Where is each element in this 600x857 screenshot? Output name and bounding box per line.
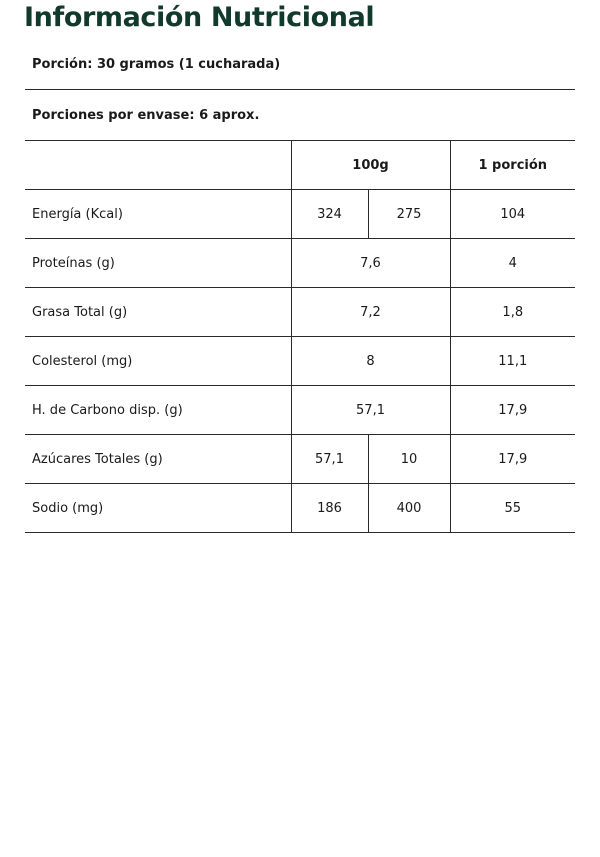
table-row bbox=[25, 288, 575, 337]
value-100g-a: 57,1 bbox=[291, 435, 368, 484]
header-100g: 100g bbox=[291, 141, 450, 190]
value-portion: 1,8 bbox=[450, 288, 575, 337]
nutrient-label: Sodio (mg) bbox=[25, 484, 291, 533]
nutrient-label: Grasa Total (g) bbox=[25, 288, 291, 337]
nutrient-label: Energía (Kcal) bbox=[25, 190, 291, 239]
value-100g: 57,1 bbox=[291, 386, 450, 435]
page-title: Información Nutricional bbox=[24, 2, 375, 33]
value-100g-b: 400 bbox=[368, 484, 450, 533]
table-row bbox=[25, 337, 575, 386]
value-100g-a: 186 bbox=[291, 484, 368, 533]
table-row bbox=[25, 190, 575, 239]
header-nutrient bbox=[25, 141, 291, 190]
header-portion: 1 porción bbox=[450, 141, 575, 190]
value-portion: 4 bbox=[450, 239, 575, 288]
value-100g: 7,6 bbox=[291, 239, 450, 288]
value-portion: 17,9 bbox=[450, 435, 575, 484]
value-100g-b: 10 bbox=[368, 435, 450, 484]
value-portion: 104 bbox=[450, 190, 575, 239]
table-row bbox=[25, 239, 575, 288]
table-row bbox=[25, 484, 575, 533]
servings-text: Porciones por envase: 6 aprox. bbox=[32, 107, 260, 123]
value-portion: 55 bbox=[450, 484, 575, 533]
nutrient-label: H. de Carbono disp. (g) bbox=[25, 386, 291, 435]
value-portion: 17,9 bbox=[450, 386, 575, 435]
value-100g: 7,2 bbox=[291, 288, 450, 337]
value-100g-a: 324 bbox=[291, 190, 368, 239]
table-header-row bbox=[25, 141, 575, 190]
value-100g: 8 bbox=[291, 337, 450, 386]
portion-size-text: Porción: 30 gramos (1 cucharada) bbox=[32, 57, 281, 72]
value-100g-b: 275 bbox=[368, 190, 450, 239]
portion-size bbox=[25, 40, 575, 90]
nutrient-label: Colesterol (mg) bbox=[25, 337, 291, 386]
table-row bbox=[25, 435, 575, 484]
nutrition-table bbox=[25, 141, 575, 533]
value-portion: 11,1 bbox=[450, 337, 575, 386]
table-row bbox=[25, 386, 575, 435]
nutrient-label: Azúcares Totales (g) bbox=[25, 435, 291, 484]
nutrient-label: Proteínas (g) bbox=[25, 239, 291, 288]
servings-per-container bbox=[25, 90, 575, 141]
